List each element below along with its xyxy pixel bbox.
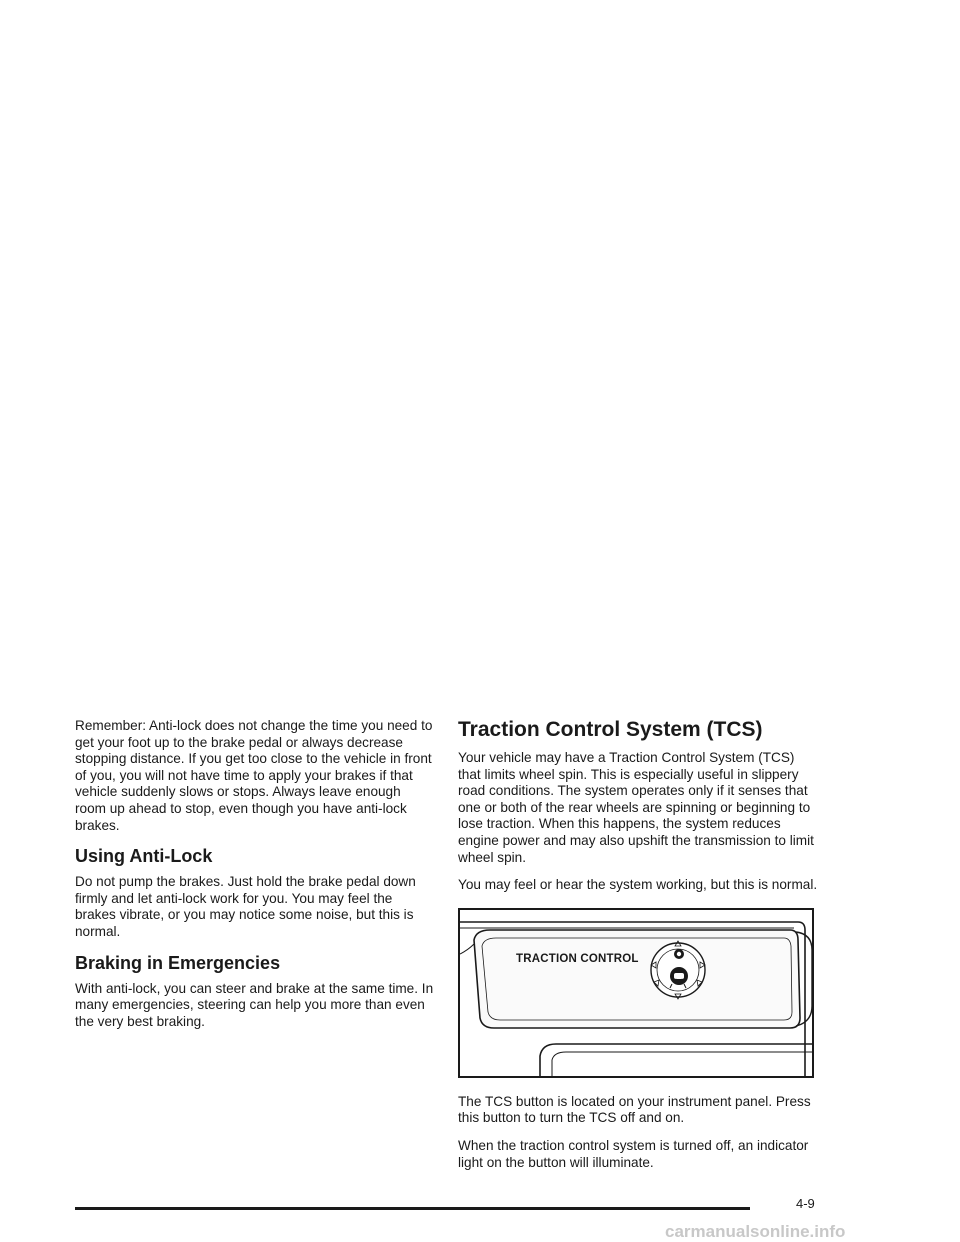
using-anti-lock-heading: Using Anti-Lock: [75, 846, 213, 867]
traction-control-panel-figure: [458, 908, 814, 1078]
tcs-working-paragraph: You may feel or hear the system working, but this is normal.: [458, 877, 818, 893]
tcs-indicator-paragraph: When the traction control system is turned off, an indicator light on the button will illuminate.: [458, 1137, 809, 1170]
page-number: 4-9: [796, 1196, 815, 1211]
watermark-text: carmanualsonline.info: [665, 1222, 846, 1241]
right-column: [458, 718, 818, 1182]
footer-rule: [75, 1207, 750, 1210]
tcs-heading: Traction Control System (TCS): [458, 718, 763, 741]
left-column: [75, 718, 435, 1041]
braking-emergencies-paragraph: With anti-lock, you can steer and brake at the same time. In many emergencies, steering can help you more than even the very best braking.: [75, 980, 434, 1029]
braking-emergencies-heading: Braking in Emergencies: [75, 952, 281, 973]
tcs-button-paragraph: The TCS button is located on your instrument panel. Press this button to turn the TCS off and on.: [458, 1093, 811, 1126]
tcs-intro-paragraph: Your vehicle may have a Traction Control System (TCS) that limits wheel spin. This is especially useful in slippery road conditions. The system operates only if it senses that one or both of the rear wheels are spinning or beginning to lose traction. When this happens, the system reduces engine power and may also upshift the transmission to limit wheel spin.: [458, 750, 814, 865]
using-anti-lock-paragraph: Do not pump the brakes. Just hold the brake pedal down firmly and let anti-lock work for you. You may feel the brakes vibrate, or you may notice some noise, but this is normal.: [75, 874, 416, 939]
instrument-panel-illustration: [460, 910, 814, 1078]
traction-control-label: TRACTION CONTROL: [516, 952, 639, 965]
remember-paragraph: Remember: Anti-lock does not change the time you need to get your foot up to the brake pedal or always decrease stopping distance. If you get too close to the vehicle in front of you, you will not have time to apply your brakes if that vehicle suddenly slows or stops. Always leave enough room up ahead to stop, even though you have anti-lock brakes.: [75, 718, 433, 833]
